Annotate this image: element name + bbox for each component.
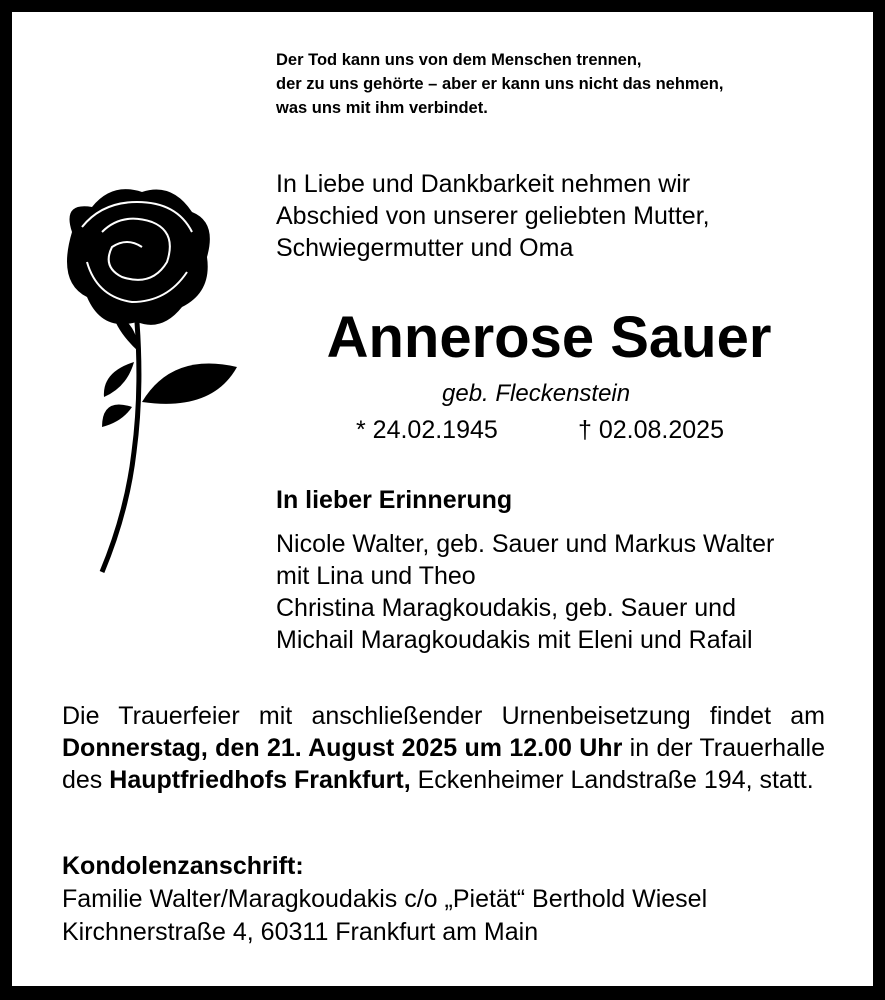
maiden-name: geb. Fleckenstein xyxy=(442,380,631,407)
mourner-line: Nicole Walter, geb. Sauer und Markus Walter xyxy=(276,530,775,558)
mourner-line: Christina Maragkoudakis, geb. Sauer und xyxy=(276,594,736,622)
birth-date: * 24.02.1945 xyxy=(356,416,498,444)
condolence-line: Familie Walter/Maragkoudakis c/o „Pietät“ Berthold Wiesel xyxy=(62,885,708,913)
death-date: † 02.08.2025 xyxy=(578,416,724,444)
condolence-address xyxy=(62,850,707,949)
service-date: Donnerstag, den 21. August 2025 um 12.00 Uhr xyxy=(62,734,623,762)
quote-line: was uns mit ihm verbindet. xyxy=(276,99,488,117)
mourner-line: Michail Maragkoudakis mit Eleni und Rafail xyxy=(276,626,753,654)
condolence-line: Kirchnerstraße 4, 60311 Frankfurt am Main xyxy=(62,918,539,946)
obituary-notice xyxy=(12,12,873,986)
service-place: Hauptfriedhofs Frankfurt, xyxy=(109,766,411,794)
rose-icon xyxy=(42,172,242,582)
intro-line: Abschied von unserer geliebten Mutter, xyxy=(276,202,710,230)
quote xyxy=(276,48,723,120)
memory-heading: In lieber Erinnerung xyxy=(276,486,513,514)
service-intro: Die Trauerfeier mit anschließender Urnenbeisetzung findet am xyxy=(62,702,825,730)
mourner-line: mit Lina und Theo xyxy=(276,562,476,590)
condolence-heading: Kondolenzanschrift: xyxy=(62,852,304,880)
quote-line: der zu uns gehörte – aber er kann uns nicht das nehmen, xyxy=(276,75,724,93)
service-address: Eckenheimer Landstraße 194, statt. xyxy=(417,766,814,794)
intro-text xyxy=(276,168,710,264)
deceased-name: Annerose Sauer xyxy=(326,305,772,370)
service-mid: in der Trauerhalle des xyxy=(62,734,825,794)
quote-line: Der Tod kann uns von dem Menschen trennen, xyxy=(276,51,642,69)
intro-line: Schwiegermutter und Oma xyxy=(276,234,574,262)
intro-line: In Liebe und Dankbarkeit nehmen wir xyxy=(276,170,691,198)
mourners-list xyxy=(276,528,774,656)
service-info xyxy=(62,700,825,796)
